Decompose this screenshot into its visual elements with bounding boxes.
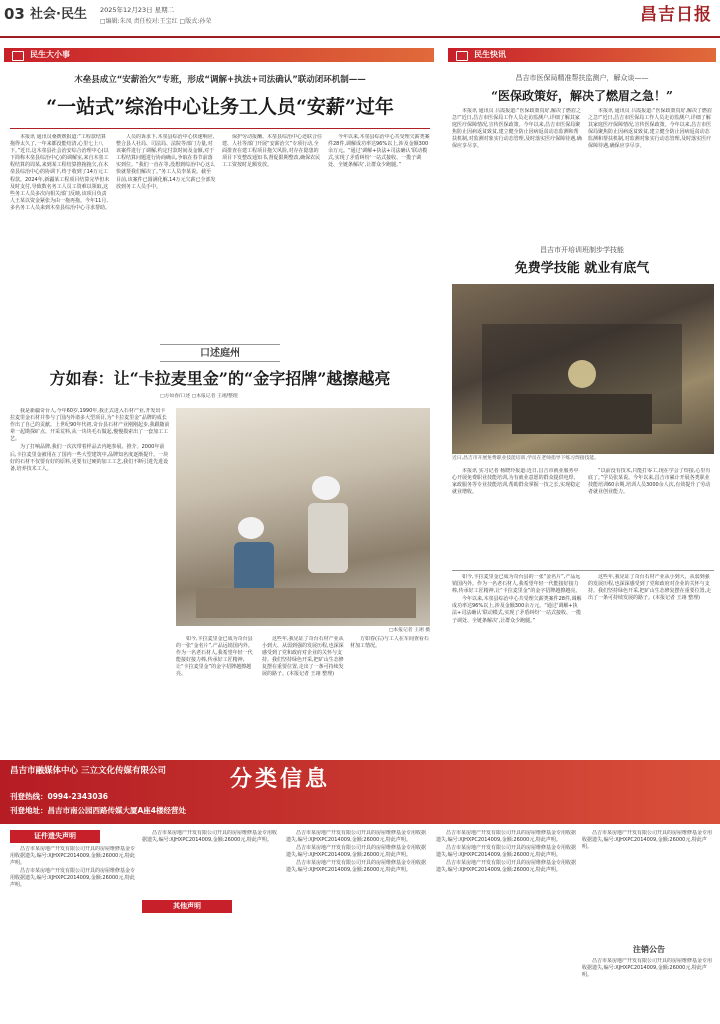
welding-photo (452, 284, 714, 454)
publish-date: 2025年12月23日 星期二 (100, 6, 175, 14)
right-news1-kicker: 昌吉市医保局精准帮扶监测户，解众谈—— (515, 74, 649, 82)
divider (10, 128, 430, 129)
classifieds-org: 昌吉市融媒体中心 三立文化传媒有限公司 (10, 766, 166, 776)
classified-col-5: 昌吉市某房地产开发有限公司开具的房屋维修基金专用收据遗失,编号:XJHXPC2014009,金额:26000元,特此声明。 (582, 830, 713, 851)
section-title: 社会·民生 (30, 7, 87, 22)
feature-photo-credit: □本报记者 王翊 摄 (388, 628, 430, 633)
right-news3-col2: 这些年,我见证了奇台石材产业从小到大、从弱到强的发展历程,也深深感受到了党和政府对企业的关怀与支持。我们坚持绿色开采,把矿山生态修复摆在重要位置,走出了一条可持续发展的路子。(本报记者 王翊 整理) (588, 574, 712, 602)
classifieds-title: 分类信息 (230, 767, 331, 792)
right-news3-col1: 如今,卡拉麦里金已成为奇台县的一张“金名片”,产品远销国内外。作为一名老石材人,我希望年轻一代能接好接力棒,传承好工匠精神,让“卡拉麦里金”的金字招牌越擦越亮。 今年以来,木垒县综治中心共受理欠薪类案件28件,调解成功率达96%以上,涉及金额300余万元。“通过‘调解+执法+司法确认’联动模式,实现了矛盾纠纷‘一站式接收、一揽子调处、全链条解决’,让群众少跑腿。” (452, 574, 582, 624)
other-notices-header: 其他声明 (142, 900, 232, 913)
column-label: 口述庭州 (160, 344, 280, 362)
newspaper-logo: 昌吉日报 (640, 5, 712, 25)
band-label: 民生快讯 (474, 50, 506, 59)
cancellation-header: 注销公告 (633, 945, 665, 954)
main-kicker: 木垒县成立“安薪治欠”专班，形成“调解+执法+司法确认”联动闭环机制—— (74, 75, 366, 85)
right-news1-headline: “医保政策好，解决了燃眉之急！” (491, 89, 673, 103)
main-headline: “一站式”综治中心让务工人员“安薪”过年 (46, 96, 394, 118)
welding-illustration (452, 284, 714, 454)
band-label: 民生大小事 (30, 50, 70, 59)
divider (452, 570, 714, 571)
main-col-2: 人员的诉求下,木垒县综治中心快速响应,整合县人社局、司法局、法院等部门力量,对该案件进行了调解,约定付款时间及金额,对于工程结算问题进行协商确认,争取在春节前落实到位。“我们一直在等,没想到综治中心这么快就帮我们解决了。”务工人员李某说。截至目前,该案件已圆满化解,14万元欠薪已全部发放到务工人员手中。 (116, 134, 216, 190)
right-news2-col2: “以前没有技术,只能打零工,现在学会了焊接,心里有底了。”学员张某说。今年以来,昌吉市累计开展各类职业技能培训60余期,培训人员3000余人次,有效提升了劳动者就业创业能力。 (588, 468, 711, 496)
feature-headline: 方如春：让“卡拉麦里金”的“金字招牌”越擦越亮 (49, 369, 391, 388)
feature-byline: □方如春/口述 □本报记者 王翊/整理 (160, 394, 238, 399)
classified-col-3: 昌吉市某房地产开发有限公司开具的房屋维修基金专用收据遗失,编号:XJHXPC2014009,金额:26000元,特此声明。 昌吉市某房地产开发有限公司开具的房屋维修基金专用收据遗失,编号:XJHXPC2014009,金额:26000元,特此声明。 昌吉市某房地产开发有限公司开具的房屋维修基金专用收据遗失,编号:XJHXPC2014009,金额:26000元,特此声明。 (286, 830, 427, 874)
feature-col-1: 我是新疆奇台人,今年60岁,1990年,我正式进入石材产业,开发出卡拉麦里金石材并参与了国内外诸多大型项目,为“卡拉麦里金”品牌的成长作出了自己的贡献。上世纪90年代初,奇台县石材产业刚刚起步,我跟随前辈一起勘探矿点、开采荒料,从一块块毛石做起,慢慢摸索出了一套加工工艺。 为了打响品牌,我们一次次带着样品去内地参展、推介。2000年前后,卡拉麦里金被用在了国内一些大型建筑中,品牌知名度逐渐提升。一块好的石材不仅要有好的原料,更要有过硬的加工工艺,我们不断引进先进设备,培养技术工人。 (10, 408, 170, 472)
classified-col-6: 昌吉市某房地产开发有限公司开具的房屋维修基金专用收据遗失,编号:XJHXPC2014009,金额:26000元,特此声明。 (582, 958, 713, 979)
classifieds-address: 刊登地址：昌吉市南公园西路传媒大厦A座4楼经营处 (10, 806, 187, 815)
section-band-left (4, 48, 434, 62)
right-news2-headline: 免费学技能 就业有底气 (514, 261, 650, 276)
section-band-right (448, 48, 716, 62)
feature-col-2: 如今,卡拉麦里金已成为奇台县的一张“金名片”,产品远销国内外。作为一名老石材人,我希望年轻一代能接好接力棒,传承好工匠精神,让“卡拉麦里金”的金字招牌越擦越亮。 (176, 636, 253, 678)
feature-col-3: 这些年,我见证了奇台石材产业从小到大、从弱到强的发展历程,也深深感受到了党和政府对企业的关怀与支持。我们坚持绿色开采,把矿山生态修复摆在重要位置,走出了一条可持续发展的路子。(本报记者 王翊 整理) (262, 636, 344, 678)
right-news1-col1: 本报讯 通讯员 吕霞报道:“医保政策真好,解决了燃眉之急!”近日,昌吉市医保局工作人员走访监测户,详细了解其家庭医疗保障情况,宣传医保政策。今年以来,昌吉市医保局聚焦防止因病返贫致贫,建立健全防止因病返贫动态监测和帮扶机制,对监测对象实行动态管理,及时落实医疗保障待遇,确保应享尽享。 (452, 108, 582, 150)
editor-credits: □编辑:朱凤 责任校对:王宝红 □版式:孙荣 (100, 18, 212, 25)
right-news2-col1: 本报讯 实习记者 杨晓玲报道:近日,昌吉市就业服务中心开展免费职业技能培训,为有就业意愿的群众提供电焊、家政服务等专业技能培训,帮助群众掌握一技之长,实现稳定就业增收。 (452, 468, 581, 496)
classifieds-phone: 刊登热线：0994-2343036 (10, 792, 109, 801)
welding-photo-caption: 近日,昌吉市开展免费职业技能培训,学员在老师指导下练习焊接技能。 (452, 456, 599, 461)
page-number: 03 (4, 5, 25, 23)
feature-col-4: 方如春(右)与工人在车间查看石材加工情况。 (350, 636, 429, 650)
right-news1-col2: 本报讯 通讯员 吕霞报道:“医保政策真好,解决了燃眉之急!”近日,昌吉市医保局工作人员走访监测户,详细了解其家庭医疗保障情况,宣传医保政策。今年以来,昌吉市医保局聚焦防止因病返贫致贫,建立健全防止因病返贫动态监测和帮扶机制,对监测对象实行动态管理,及时落实医疗保障待遇,确保应享尽享。 (588, 108, 713, 150)
classified-col-4: 昌吉市某房地产开发有限公司开具的房屋维修基金专用收据遗失,编号:XJHXPC2014009,金额:26000元,特此声明。 昌吉市某房地产开发有限公司开具的房屋维修基金专用收据遗失,编号:XJHXPC2014009,金额:26000元,特此声明。 昌吉市某房地产开发有限公司开具的房屋维修基金专用收据遗失,编号:XJHXPC2014009,金额:26000元,特此声明。 (436, 830, 576, 874)
classified-col-2: 昌吉市某房地产开发有限公司开具的房屋维修基金专用收据遗失,编号:XJHXPC2014009,金额:26000元,特此声明。 (142, 830, 278, 844)
lost-certificate-header: 证件遗失声明 (10, 830, 100, 843)
feature-photo (176, 408, 430, 626)
right-news2-kicker: 昌吉市开培训班制步学技能 (540, 246, 624, 254)
main-col-1: 本报讯 通讯员桑媛媛报道:“工程款结算拖得太久了,一年来都没能结清,心里七上八下。”近日,这木垒县社会治安综合治理中心(以下简称木垒县综治中心)的调解室,来自木垒工程结算的周某,来到某工程结算推拖拖欠,在木垒县综治中心的协调下,终于收到了14万元工程款。2024年,新疆某工程项目结算完毕但未及时支付,导致数名务工人员工资难以领取,这些务工人员多次向相关部门反映,该项目负责人王某以资金紧张为由一拖再拖。今年11月,多名务工人员来到木垒县综治中心寻求帮助。 (10, 134, 110, 211)
workers-illustration (176, 408, 430, 626)
classified-col-1: 昌吉市某房地产开发有限公司开具的房屋维修基金专用收据遗失,编号:XJHXPC2014009,金额:26000元,特此声明。 昌吉市某房地产开发有限公司开具的房屋维修基金专用收据遗失,编号:XJHXPC2014009,金额:26000元,特此声明。 (10, 846, 136, 889)
main-col-3: 保护劳动报酬。木垒县综治中心还联合住建、人社等部门开展“安薪治欠”专项行动,全面排查在建工程项目拖欠风险,对存在隐患的项目下发整改通知书,督促限期整改,确保农民工工资按时足额发放。 (222, 134, 322, 169)
main-col-4: 今年以来,木垒县综治中心共受理欠薪类案件28件,调解成功率达96%以上,涉及金额300余万元。“通过‘调解+执法+司法确认’联动模式,实现了矛盾纠纷‘一站式接收、一揽子调处、全链条解决’,让群众少跑腿。” (328, 134, 430, 169)
